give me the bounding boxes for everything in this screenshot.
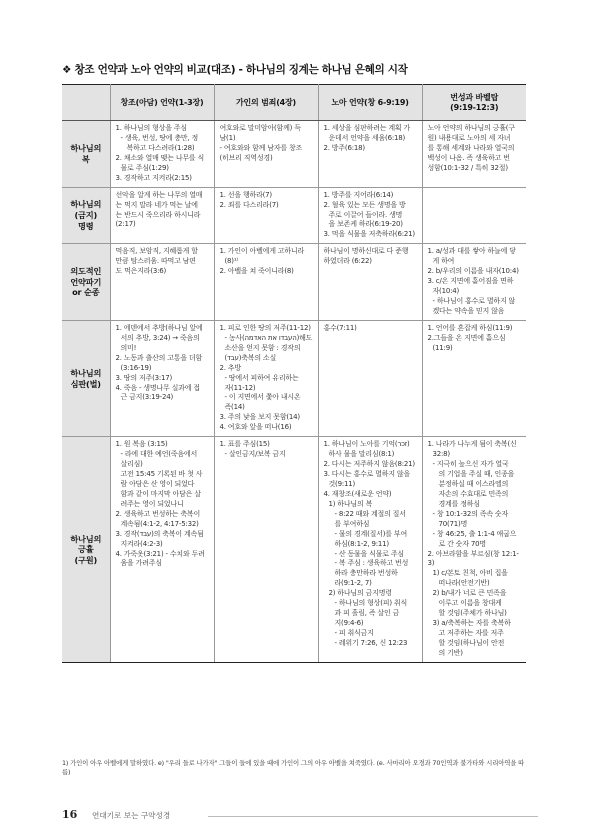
row-label-text: 복 (81, 153, 90, 164)
cell-line: 의 기업을 주실 때, 인종을 (438, 470, 515, 478)
cell-line: 1. 세상을 심판하려는 계획 가 (323, 124, 411, 132)
row-label-text: 심판(벌) (70, 378, 101, 389)
table-cell (318, 244, 422, 321)
cell-line: - 피 취식금지 (334, 629, 374, 637)
cell-line: 하라 충만하라 번성하 (334, 569, 398, 578)
cell-line: - 생육, 번성, 땅에 충만, 정 (120, 133, 199, 142)
cell-line: 고 저주하는 자를 저주 (438, 629, 504, 637)
cell-line: 경계를 정하심 (438, 499, 480, 508)
cell-line: 는 먹지 말라 네가 먹는 날에 (115, 200, 198, 209)
cell-line: 4. 죽음 - 생명나무 실과에 접 (115, 383, 200, 392)
cell-line: - 하나님의 형상(피) 취식 (334, 599, 408, 608)
cell-line: 1. 가인이 아벨에게 고하니라 (219, 247, 305, 256)
cell-line: 1. 표를 주심(15) (219, 440, 270, 449)
table-cell (110, 244, 214, 321)
cell-line: (עבד)축복의 소실 (224, 353, 277, 362)
row-label-text: 하나님의 (70, 367, 102, 378)
cell-line: 떠나라(안전기반) (438, 579, 490, 588)
cell-line: 남(1) (219, 133, 236, 142)
cell-line: 3. 다시는 홍수로 멸하지 않을 (323, 470, 411, 478)
cell-line: 분정하실 때 이스라엘의 (438, 479, 509, 488)
table-cell (422, 187, 526, 244)
table-cell (214, 437, 318, 663)
footer-divider (208, 816, 538, 817)
cell-line: 의미! (120, 343, 137, 352)
cell-line: 게 하여 (432, 257, 455, 266)
row-label (62, 320, 110, 436)
header-label: 노아 언약(창 6-9:19) (331, 97, 409, 107)
header-cell (422, 85, 526, 121)
cell-line: 1. 에덴에서 추방(하나님 앞에 (115, 323, 203, 332)
cell-line: 과 피 흘림, 즉 살인 금 (334, 609, 400, 618)
cell-line: 라(9:1-2, 7) (334, 579, 372, 588)
table-cell (214, 187, 318, 244)
cell-line: 자(10:4) (432, 287, 460, 296)
cell-line: 2. 죄를 다스리라(7) (219, 200, 279, 209)
table-body (62, 121, 526, 663)
cell-line: 즉(14) (224, 403, 245, 412)
row-label-text: 하나님의 (70, 143, 102, 154)
table-row (62, 121, 526, 188)
table-cell (110, 121, 214, 188)
table-cell (318, 187, 422, 244)
cell-line: 2. 노동과 출산의 고통을 더함 (115, 353, 203, 362)
cell-line: 하사 물을 말리심(8:1) (328, 450, 395, 459)
row-label-text: (구원) (74, 554, 97, 565)
cell-line: 먹음직, 보암직, 지혜롭게 할 (115, 247, 198, 256)
cell-line: 지켜라(4:2-3) (120, 539, 163, 548)
cell-line: 1. 하나님이 노아를 기억(זכר) (323, 440, 410, 449)
cell-line: 1. a/성과 대를 쌓아 하늘에 닿 (427, 247, 516, 256)
cell-line: 운데서 언약을 세움(6:18) (328, 133, 406, 142)
table-cell (214, 320, 318, 436)
cell-line: - 산 동물을 식물로 주심 (334, 549, 404, 558)
cell-line: - 창 10:1-32의 족속 숫자 (432, 509, 509, 518)
table-row (62, 244, 526, 321)
cell-line: - 라에 대한 예언(죽음에서 (120, 450, 198, 459)
cell-line: 람 아담은 산 영이 되었다 (120, 479, 195, 488)
cell-line: - 이 지면에서 쫓아 내시온 (224, 393, 301, 402)
table-row (62, 437, 526, 663)
cell-line: 이루고 이름을 창대케 (438, 599, 502, 608)
table-cell (422, 437, 526, 663)
table-cell (214, 244, 318, 321)
cell-line: 2) 하나님의 금지명령 (328, 589, 392, 598)
cell-line: 로 간 숫자 70명 (438, 539, 486, 548)
cell-line: 성함(10:1-32 / 특히 32절) (427, 163, 508, 172)
cell-line: 2. 아벨을 쳐 죽이니라(8) (219, 267, 294, 276)
table-cell (214, 121, 318, 188)
cell-line: 하심(8:1-2, 9:11) (334, 539, 389, 548)
book-title: 연대기로 보는 구약성경 (92, 811, 171, 820)
cell-line: 1. 피로 인한 땅의 저주(11-12) (219, 323, 311, 332)
cell-line: 할 것임(하나님이 안전 (438, 638, 505, 647)
row-label (62, 437, 110, 663)
cell-line: 4. 가죽옷(3:21) - 수치와 두려 (115, 549, 205, 558)
cell-line: - 복 주심 : 생육하고 번성 (334, 559, 409, 568)
cell-line: 2.그들을 온 지면에 흩으심 (427, 333, 506, 342)
cell-line: 주로 이끌어 들이라. 생명 (328, 210, 403, 219)
table-row (62, 187, 526, 244)
cell-line: 근 금지(3:19-24) (120, 393, 174, 402)
cell-line: (2:17) (115, 220, 136, 229)
cell-line: 할 것임(주체가 하나님) (438, 609, 507, 618)
cell-line: 2. b/우리의 이름을 내자(10:4) (427, 267, 519, 276)
row-label (62, 244, 110, 321)
table-cell (318, 437, 422, 663)
cell-line: 32:8) (432, 450, 450, 459)
cell-line: 고전 15:45 기록된 바 첫 사 (120, 470, 203, 478)
cell-line: 살리심) (120, 460, 143, 469)
header-label: 창조(아담) 언약(1-3장) (120, 97, 204, 107)
cell-line: 는 반드시 죽으리라 하시니라 (115, 210, 201, 219)
cell-line: 2. 생육하고 번성하는 축복이 (115, 509, 201, 518)
cell-line: 도 먹은지라(3:6) (115, 267, 167, 276)
cell-line: - 땅에서 피하여 유리하는 (224, 373, 299, 382)
cell-line: 1. 방주를 지어라(6:14) (323, 190, 394, 199)
cell-line: 3. 땅의 저주(3:17) (115, 373, 173, 382)
footnote: 1) 가인이 아우 아벨에게 말하였다. e) "우리 들로 나가자" 그들이 들에 있을 때에 가인이 그의 아우 아벨을 쳐죽였다. (e. 사마리아 오경과 70인역과 불가타와 시리아역을 따름) (62, 759, 525, 777)
cell-line: 원) 내용대로 노아의 세 자녀 (427, 133, 511, 142)
header-cell (62, 85, 110, 121)
cell-line: 2) b/내가 너로 큰 민족을 (432, 589, 507, 598)
cell-line: 서의 추방, 3:24) → 죽음의 (120, 333, 200, 342)
cell-line: 홍수(7:11) (323, 323, 357, 332)
cell-line: 자(11-12) (224, 383, 256, 392)
row-label-text: 하나님의 (70, 199, 102, 210)
row-label-text: or 순종 (72, 287, 100, 298)
cell-line: 3. 경작하고 지켜라(2:15) (115, 173, 192, 182)
cell-line: 1) c/본토 친척, 아비 집을 (432, 569, 508, 578)
cell-line: 을 보존케 하라(6:19-20) (328, 220, 403, 229)
cell-line: 소산을 얻지 못함 : 경작의 (224, 343, 301, 352)
table-cell (422, 121, 526, 188)
cell-line: 선악을 알게 하는 나무의 열매 (115, 190, 203, 199)
cell-line: - 물의 경계(질서)를 부여 (334, 529, 408, 538)
cell-line: 1. 하나님의 형상을 주심 (115, 124, 187, 132)
cell-line: 4. 여호와 앞을 떠나(16) (219, 423, 292, 432)
table-cell (110, 187, 214, 244)
row-label-text: 긍휼 (78, 544, 94, 555)
page-number: 16 (62, 808, 78, 821)
cell-line: 하나님이 명하신대로 다 준행 (323, 247, 409, 256)
cell-line: 70(71)명 (438, 519, 468, 528)
cell-line: 를 통해 세계와 나라와 열국의 (427, 143, 515, 152)
cell-line: - 여호와와 함께 남자를 창조 (219, 143, 303, 152)
cell-line: 2. 다시는 저주하지 않음(8:21) (323, 460, 415, 469)
cell-line: 3. c/온 지면에 흩어짐을 면하 (427, 277, 514, 286)
cell-line: 3. 먹을 식물을 저축하라(6:21) (323, 230, 415, 239)
cell-line: 3. 경작(עבד)의 축복이 계속됨 (115, 529, 204, 538)
comparison-table (62, 84, 526, 663)
cell-line: 3. 주의 낯을 보지 못함(14) (219, 413, 300, 422)
cell-line: 물로 주심(1:29) (120, 163, 169, 172)
cell-line: 지(9:4-6) (334, 619, 364, 628)
cell-line: 함과 같이 마지막 아담은 살 (120, 489, 201, 498)
cell-line: 3) a/축복하는 자를 축복하 (432, 619, 511, 628)
cell-line: - 8:22 때와 계절의 질서 (334, 509, 406, 518)
cell-line: - 지극히 높으신 자가 열국 (432, 460, 509, 469)
cell-line: 하였더라 (6:22) (323, 257, 372, 266)
cell-line: - 살인금지/보복 금지 (224, 450, 286, 459)
cell-line: 2. 아브라함을 부르심(창 12:1-3) (427, 549, 519, 568)
cell-line: (3:16-19) (120, 363, 152, 372)
cell-line: 의 기반) (438, 648, 463, 657)
table-cell (318, 320, 422, 436)
header-cell (318, 85, 422, 121)
cell-line: 여호와로 말미암아(함께) 득 (219, 124, 301, 132)
cell-line: 백성이 나옴. 즉 생육하고 번 (427, 153, 510, 162)
header-label: 가인의 범죄(4장) (235, 97, 297, 107)
table-cell (422, 244, 526, 321)
header-cell (110, 85, 214, 121)
cell-line: 2. 방주(6:18) (323, 143, 365, 152)
cell-line: 자손의 수효대로 민족의 (438, 489, 509, 498)
cell-line: - 레위기 7:26, 신 12:23 (334, 638, 408, 647)
cell-line: 려주는 영이 되었나니 (120, 499, 184, 508)
cell-line: 2. 혈육 있는 모든 생명을 방 (323, 200, 406, 209)
table-cell (422, 320, 526, 436)
page-title: ❖ 창조 언약과 노아 언약의 비교(대조) - 하나님의 징계는 하나님 은혜의 시작 (62, 64, 408, 76)
cell-line: 1. 나라가 나누게 됨이 축복(신 (427, 440, 517, 449)
cell-line: - 하나님이 홍수로 멸하지 않 (432, 297, 516, 305)
cell-line: 2. 추방 (219, 363, 241, 372)
row-label-text: 의도적인 (70, 266, 102, 277)
table-cell (110, 437, 214, 663)
cell-line: 계속됨(4:1-2, 4:17-5:32) (120, 519, 199, 528)
header-label: (9:19-12:3) (450, 102, 499, 112)
cell-line: - 창 46:25, 출 1:1-4 애굽으 (432, 529, 517, 538)
cell-line: 복하고 다스려라(1:28) (126, 143, 195, 152)
cell-line: 1. 언어를 혼잡케 하심(11:9) (427, 323, 513, 332)
cell-line: 만큼 탐스러움. 따먹고 남편 (115, 257, 196, 266)
cell-line: 움을 가려주심 (120, 559, 162, 568)
cell-line: 2. 채소와 열매 맺는 나무를 식 (115, 153, 205, 162)
cell-line: (11:9) (432, 343, 453, 352)
table-cell (318, 121, 422, 188)
row-label (62, 187, 110, 244)
cell-line: 노아 언약의 하나님의 긍휼(구 (427, 124, 515, 132)
table-cell (110, 320, 214, 436)
cell-line: - 농사(העבדו את האדמה)해도 (224, 333, 313, 342)
cell-line: (8)¹⁾ (224, 257, 238, 266)
cell-line: 겠다는 약속을 믿지 않음 (432, 306, 505, 315)
row-label-text: 언약파기 (70, 276, 102, 287)
cell-line: 1. 선을 행하라(7) (219, 190, 272, 199)
header-cell (214, 85, 318, 121)
row-label-text: (금지) (74, 210, 97, 221)
row-label (62, 121, 110, 188)
cell-line: 를 부여하심 (334, 519, 370, 528)
cell-line: 4. 재창조(새로운 언약) (323, 489, 392, 498)
cell-line: 1. 원 복음 (3:15) (115, 440, 168, 449)
header-label: 번성과 바벨탑 (450, 92, 499, 102)
table-row (62, 320, 526, 436)
cell-line: (히브리 직역성경) (219, 153, 273, 162)
row-label-text: 명령 (78, 220, 94, 231)
row-label-text: 하나님의 (70, 533, 102, 544)
cell-line: 1) 하나님의 복 (328, 499, 373, 508)
cell-line: 것(9:11) (328, 479, 356, 488)
table-header-row (62, 85, 526, 121)
